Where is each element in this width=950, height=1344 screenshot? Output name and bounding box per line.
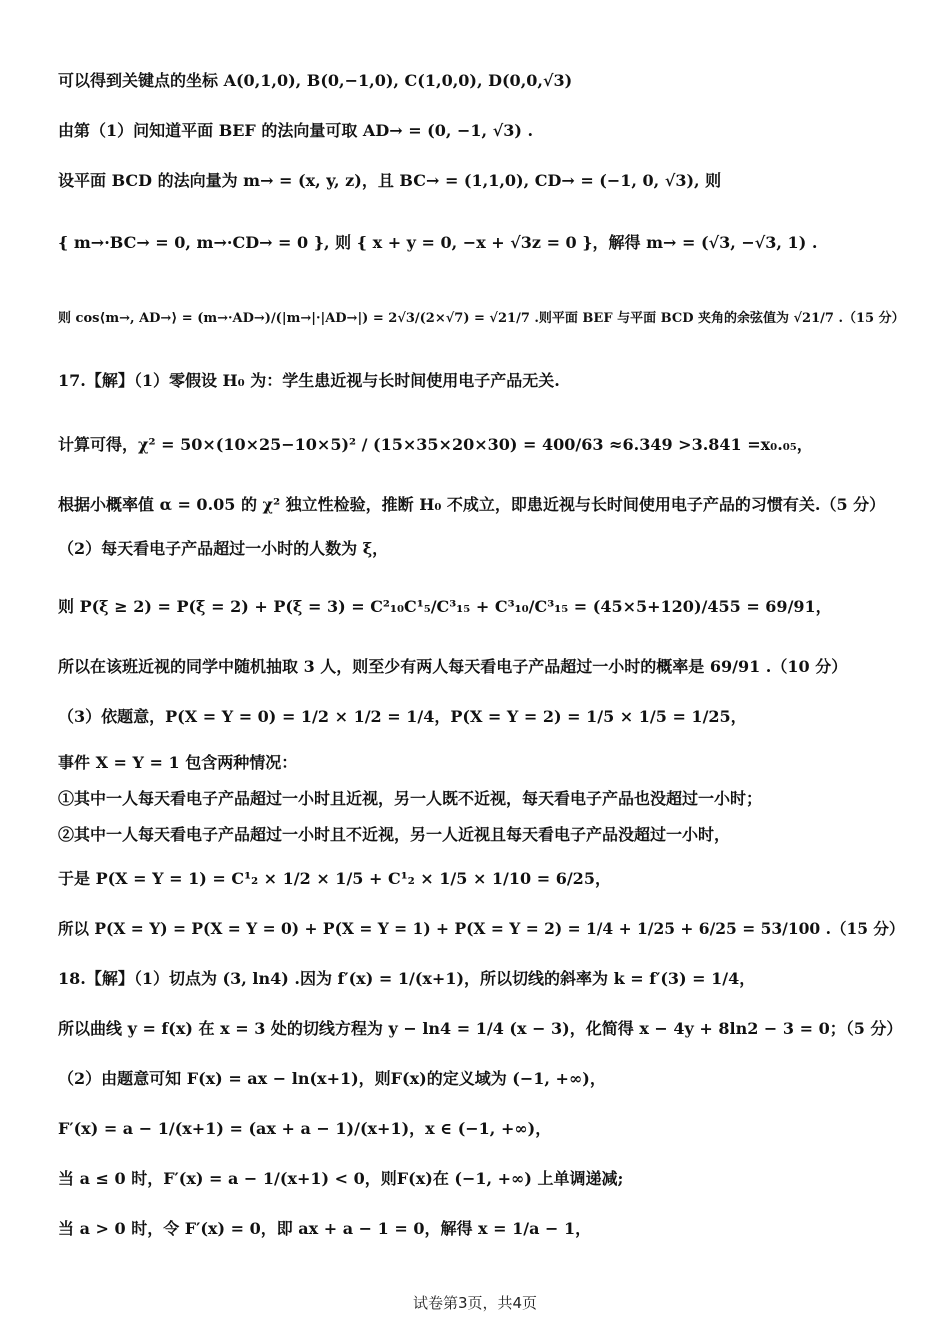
text-line-21: F′(x) = a − 1/(x+1) = (ax + a − 1)/(x+1)，x ∈ (−1, +∞)， [58,1119,552,1138]
text-line-13: 事件 X = Y = 1 包含两种情况： [58,753,298,772]
text-line-19: 所以曲线 y = f(x) 在 x = 3 处的切线方程为 y − ln4 = 1/4 (x − 3)，化简得 x − 4y + 8ln2 − 3 = 0；（5 分） [58,1019,903,1038]
text-line-2: 由第（1）问知道平面 BEF 的法向量可取 AD→ = (0, −1, √3) . [58,121,534,140]
text-line-5: 则 cos⟨m→, AD→⟩ = (m→·AD→)/(|m→|·|AD→|) = 2√3/(2×√7) = √21/7 .则平面 BEF 与平面 BCD 夹角的余弦值为 √21/7 .（15 分） [58,311,905,326]
text-line-12: （3）依题意，P(X = Y = 0) = 1/2 × 1/2 = 1/4，P(X = Y = 2) = 1/5 × 1/5 = 1/25， [58,707,747,726]
text-line-7: 计算可得，χ² = 50×(10×25−10×5)² / (15×35×20×30) = 400/63 ≈6.349 >3.841 =x₀.₀₅， [58,435,813,454]
text-line-15: ②其中一人每天看电子产品超过一小时且不近视，另一人近视且每天看电子产品没超过一小时， [58,825,731,844]
text-line-8: 根据小概率值 α = 0.05 的 χ² 独立性检验，推断 H₀ 不成立，即患近视与长时间使用电子产品的习惯有关.（5 分） [58,495,886,514]
text-line-11: 所以在该班近视的同学中随机抽取 3 人，则至少有两人每天看电子产品超过一小时的概率是 69/91 .（10 分） [58,657,848,676]
text-line-6: 17.【解】（1）零假设 H₀ 为：学生患近视与长时间使用电子产品无关. [58,371,560,390]
text-line-14: ①其中一人每天看电子产品超过一小时且近视，另一人既不近视，每天看电子产品也没超过一小时； [58,789,763,808]
page-footer: 试卷第3页，共4页 [412,1294,538,1312]
text-line-1: 可以得到关键点的坐标 A(0,1,0), B(0,−1,0), C(1,0,0), D(0,0,√3) [58,71,573,90]
text-line-3: 设平面 BCD 的法向量为 m→ = (x, y, z)，且 BC→ = (1,1,0), CD→ = (−1, 0, √3), 则 [58,171,722,190]
text-line-23: 当 a > 0 时，令 F′(x) = 0，即 ax + a − 1 = 0，解得 x = 1/a − 1， [58,1219,592,1238]
text-line-10: 则 P(ξ ≥ 2) = P(ξ = 2) + P(ξ = 3) = C²₁₀C¹₅/C³₁₅ + C³₁₀/C³₁₅ = (45×5+120)/455 = 69/91， [58,597,832,616]
text-line-4: { m→·BC→ = 0, m→·CD→ = 0 }, 则 { x + y = 0, −x + √3z = 0 }，解得 m→ = (√3, −√3, 1) . [58,233,818,252]
text-line-9: （2）每天看电子产品超过一小时的人数为 ξ， [58,539,389,558]
text-line-18: 18.【解】（1）切点为 (3, ln4) .因为 f′(x) = 1/(x+1)，所以切线的斜率为 k = f′(3) = 1/4， [58,969,756,988]
text-line-16: 于是 P(X = Y = 1) = C¹₂ × 1/2 × 1/5 + C¹₂ × 1/5 × 1/10 = 6/25， [58,869,611,888]
text-line-22: 当 a ≤ 0 时，F′(x) = a − 1/(x+1) < 0，则F(x)在 (−1, +∞) 上单调递减; [58,1169,624,1188]
text-line-20: （2）由题意可知 F(x) = ax − ln(x+1)，则F(x)的定义域为 (−1, +∞)， [58,1069,606,1088]
text-line-17: 所以 P(X = Y) = P(X = Y = 0) + P(X = Y = 1) + P(X = Y = 2) = 1/4 + 1/25 + 6/25 = 53/100 .（15 分） [58,919,905,938]
